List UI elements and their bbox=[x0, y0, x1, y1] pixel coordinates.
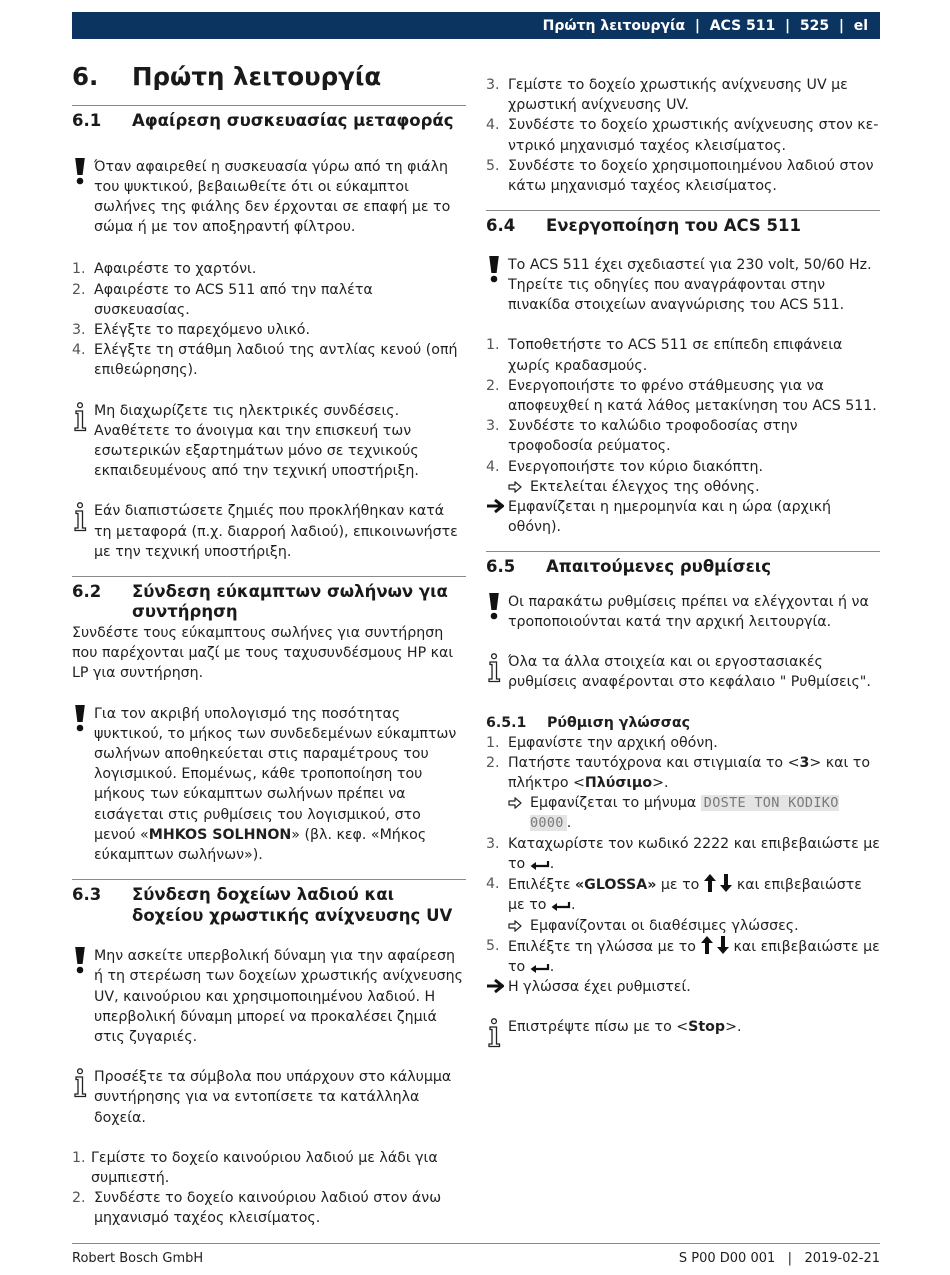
menu-name: MHKOS SOLHNON bbox=[148, 826, 292, 843]
step-list bbox=[486, 733, 880, 794]
info-text: Όλα τα άλλα στοιχεία και οι εργοστασιακές ρυθμίσεις αναφέρονται στο κεφάλαιο " Ρυθμίσεις". bbox=[508, 654, 871, 691]
section-heading-6-4 bbox=[486, 210, 880, 237]
list-item: 2. Πατήστε ταυτόχρονα και στιγμιαία το <3> και το πλήκτρο <Πλύσιμο>. bbox=[486, 754, 871, 792]
section-title: Ενεργοποίηση του ACS 511 bbox=[546, 216, 801, 236]
subsection-heading-6-5-1 bbox=[486, 713, 880, 733]
arrow-down-icon bbox=[717, 936, 729, 954]
enter-key-icon bbox=[530, 860, 550, 870]
chapter-title-text: Πρώτη λειτουργία bbox=[132, 62, 382, 91]
subsection-title: Ρύθμιση γλώσσας bbox=[547, 714, 691, 731]
list-item: 1. Γεμίστε το δοχείο καινούριου λαδιού με λάδι για συμπιεστή. bbox=[72, 1149, 438, 1187]
section-number: 6.1 bbox=[72, 111, 102, 130]
warning-note bbox=[486, 255, 880, 316]
info-text: Μη διαχωρίζετε τις ηλεκτρικές συνδέσεις. Αναθέτετε το άνοιγμα και την επισκευή των εσωτερικών εξαρτημάτων μόνο σε τεχνικούς εκπαιδευμένους από την τεχνική υποστήριξη. bbox=[94, 402, 419, 480]
step-list bbox=[72, 259, 466, 380]
bold-arrow-icon bbox=[486, 499, 504, 513]
info-text: Προσέξτε τα σύμβολα που υπάρχουν στο κάλυμμα συντήρησης για να εντοπίσετε τα κατάλληλα δοχεία. bbox=[94, 1069, 452, 1126]
info-note bbox=[72, 1067, 466, 1128]
warning-text: Οι παρακάτω ρυθμίσεις πρέπει να ελέγχονται ή να τροποποιούνται κατά την αρχική λειτουργία. bbox=[508, 593, 869, 631]
enter-key-icon bbox=[530, 963, 550, 973]
step-list bbox=[72, 1148, 466, 1229]
warning-note bbox=[486, 592, 880, 632]
arrow-up-icon bbox=[704, 874, 716, 892]
section-heading-6-1 bbox=[72, 105, 466, 132]
page-header bbox=[72, 12, 880, 39]
footer-docinfo: S P00 D00 001 | 2019-02-21 bbox=[678, 1251, 880, 1266]
list-item: 5. Επιλέξτε τη γλώσσα με το και επιβεβαιώστε με το . bbox=[486, 937, 880, 975]
exclamation-icon bbox=[487, 255, 501, 283]
list-item: 2. Ενεργοποιήστε το φρένο στάθμευσης για να αποφευχθεί η κατά λάθος μετακίνηση του ACS 511. bbox=[486, 377, 877, 414]
warning-text: Όταν αφαιρεθεί η συσκευασία γύρω από τη φιάλη του ψυκτικού, βεβαιωθείτε ότι οι εύκαμπτοι σωλήνες της φιάλης δεν έρχονται σε επαφή με το σώμα ή με τον αποξηραντή φίλτρου. bbox=[94, 158, 451, 236]
result-text: Η γλώσσα έχει ρυθμιστεί. bbox=[508, 979, 691, 996]
section-number: 6.5 bbox=[486, 557, 516, 577]
list-item: 4. Επιλέξτε «GLOSSA» με το και επιβεβαιώστε με το . bbox=[486, 876, 862, 914]
hollow-arrow-icon bbox=[508, 920, 522, 932]
list-item: 4. Συνδέστε το δοχείο χρωστικής ανίχνευσης στον κεντρικό μηχανισμό ταχέος κλεισίματος. bbox=[486, 117, 879, 154]
warning-note bbox=[72, 704, 466, 866]
lcd-message: DOSTE TON KODIKO 0000 bbox=[530, 795, 839, 832]
info-note bbox=[72, 501, 466, 562]
info-note bbox=[486, 652, 880, 692]
substep-text: Εκτελείται έλεγχος της οθόνης. bbox=[530, 478, 760, 495]
info-icon bbox=[72, 1068, 88, 1098]
info-text: Επιστρέψτε πίσω με το <Stop>. bbox=[508, 1019, 742, 1036]
left-column bbox=[72, 62, 466, 1249]
warning-text: Για τον ακριβή υπολογισμό της ποσότητας ψυκτικού, το μήκος των συνδεδεμένων εύκαμπτων σωλήνων αποθηκεύεται στις παραμέτρους του λογισμικού. Επομένως, κάθε τροποποίηση του μήκους των εύκαμπτων σωλήνων πρέπει να εισάγεται στις ρυθμίσεις του λογισμικού, στο μενού «MHKOS SOLHNON» (βλ. κεφ. «Μήκος εύκαμπτων σωλήνων»). bbox=[94, 705, 457, 863]
substep bbox=[486, 916, 880, 936]
list-item: 5. Συνδέστε το δοχείο χρησιμοποιημένου λαδιού στον κάτω μηχανισμό ταχέος κλεισίματος. bbox=[486, 157, 874, 195]
step-list bbox=[486, 834, 880, 916]
result-line bbox=[486, 977, 880, 997]
warning-note bbox=[72, 946, 466, 1047]
bold-arrow-icon bbox=[486, 979, 504, 993]
result-line bbox=[486, 497, 880, 537]
substep-text: Εμφανίζονται οι διαθέσιμες γλώσσες. bbox=[530, 917, 799, 934]
info-icon bbox=[72, 502, 88, 532]
list-item: 1. Αφαιρέστε το χαρτόνι. bbox=[72, 261, 257, 278]
enter-key-icon bbox=[551, 901, 571, 911]
exclamation-icon bbox=[487, 592, 501, 620]
info-note bbox=[72, 401, 466, 482]
hollow-arrow-icon bbox=[508, 481, 522, 493]
list-item: 3. Γεμίστε το δοχείο χρωστικής ανίχνευσης UV με χρωστική ανίχνευσης UV. bbox=[486, 77, 848, 114]
list-item: 1. Εμφανίστε την αρχική οθόνη. bbox=[486, 734, 718, 751]
list-item: 4. Ελέγξτε τη στάθμη λαδιού της αντλίας κενού (οπή επιθεώρησης). bbox=[72, 342, 458, 379]
list-item: 3. Καταχωρίστε τον κωδικό 2222 και επιβεβαιώστε με το . bbox=[486, 835, 880, 872]
right-column bbox=[486, 75, 880, 1068]
info-note bbox=[486, 1017, 880, 1048]
section-title: Απαιτούμενες ρυθμίσεις bbox=[546, 557, 771, 577]
step-list bbox=[486, 335, 880, 476]
section-heading-6-3 bbox=[72, 879, 466, 926]
footer-company: Robert Bosch GmbH bbox=[72, 1251, 204, 1266]
exclamation-icon bbox=[73, 704, 87, 732]
substep bbox=[486, 477, 880, 497]
chapter-title bbox=[72, 62, 466, 92]
list-item: 1. Τοποθετήστε το ACS 511 σε επίπεδη επιφάνεια χωρίς κραδασμούς. bbox=[486, 337, 843, 374]
section-title: Σύνδεση εύκαμπτων σωλήνων για συντήρηση bbox=[132, 581, 448, 622]
section-number: 6.4 bbox=[486, 216, 516, 236]
exclamation-icon bbox=[73, 157, 87, 185]
warning-text: Μην ασκείτε υπερβολική δύναμη για την αφαίρεση ή τη στερέωση των δοχείων χρωστικής ανίχνευσης UV, καινούριου και χρησιμοποιημένου λαδιού. Η υπερβολική δύναμη μπορεί να προκαλέσει ζημιά στις ζυγαριές. bbox=[94, 948, 463, 1045]
hollow-arrow-icon bbox=[508, 797, 522, 809]
section-title: Αφαίρεση συσκευασίας μεταφοράς bbox=[132, 111, 454, 130]
result-text: Εμφανίζεται η ημερομηνία και η ώρα (αρχική οθόνη). bbox=[508, 498, 832, 536]
page-footer bbox=[72, 1243, 880, 1266]
section-heading-6-5 bbox=[486, 551, 880, 578]
warning-note bbox=[72, 157, 466, 238]
section-heading-6-2 bbox=[72, 576, 466, 623]
exclamation-icon bbox=[73, 946, 87, 974]
list-item: 3. Συνδέστε το καλώδιο τροφοδοσίας στην τροφοδοσία ρεύματος. bbox=[486, 418, 798, 455]
warning-text: Το ACS 511 έχει σχεδιαστεί για 230 volt, 50/60 Hz. Τηρείτε τις οδηγίες που αναγράφονται στην πινακίδα στοιχείων αναγνώρισης του ACS 511. bbox=[508, 256, 872, 314]
step-list bbox=[486, 75, 880, 196]
info-icon bbox=[72, 402, 88, 432]
subsection-number: 6.5.1 bbox=[486, 714, 527, 731]
list-item: 4. Ενεργοποιήστε τον κύριο διακόπτη. bbox=[486, 458, 764, 475]
arrow-down-icon bbox=[720, 874, 732, 892]
chapter-number: 6. bbox=[72, 62, 99, 91]
section-number: 6.3 bbox=[72, 885, 102, 905]
list-item: 3. Ελέγξτε το παρεχόμενο υλικό. bbox=[72, 321, 310, 338]
info-icon bbox=[486, 1018, 502, 1048]
step-list bbox=[486, 936, 880, 977]
section-title: Σύνδεση δοχείων λαδιού και δοχείου χρωστικής ανίχνευσης UV bbox=[132, 885, 453, 925]
arrow-up-icon bbox=[701, 936, 713, 954]
info-icon bbox=[486, 653, 502, 683]
list-item: 2. Αφαιρέστε το ACS 511 από την παλέτα συσκευασίας. bbox=[72, 281, 373, 318]
section-intro: Συνδέστε τους εύκαμπτους σωλήνες για συντήρηση που παρέχονται μαζί με τους ταχυσυνδέσμους HP και LP για συντήρηση. bbox=[72, 624, 454, 682]
list-item: 2. Συνδέστε το δοχείο καινούριου λαδιού στον άνω μηχανισμό ταχέος κλεισίματος. bbox=[72, 1190, 442, 1227]
info-text: Εάν διαπιστώσετε ζημιές που προκλήθηκαν κατά τη μεταφορά (π.χ. διαρροή λαδιού), επικοινωνήστε με την τεχνική υποστήριξη. bbox=[94, 503, 458, 560]
header-text: Πρώτη λειτουργία | ACS 511 | 525 | el bbox=[542, 17, 868, 34]
substep: Εμφανίζεται το μήνυμα DOSTE TON KODIKO 0000 . bbox=[486, 793, 880, 833]
section-number: 6.2 bbox=[72, 581, 102, 601]
